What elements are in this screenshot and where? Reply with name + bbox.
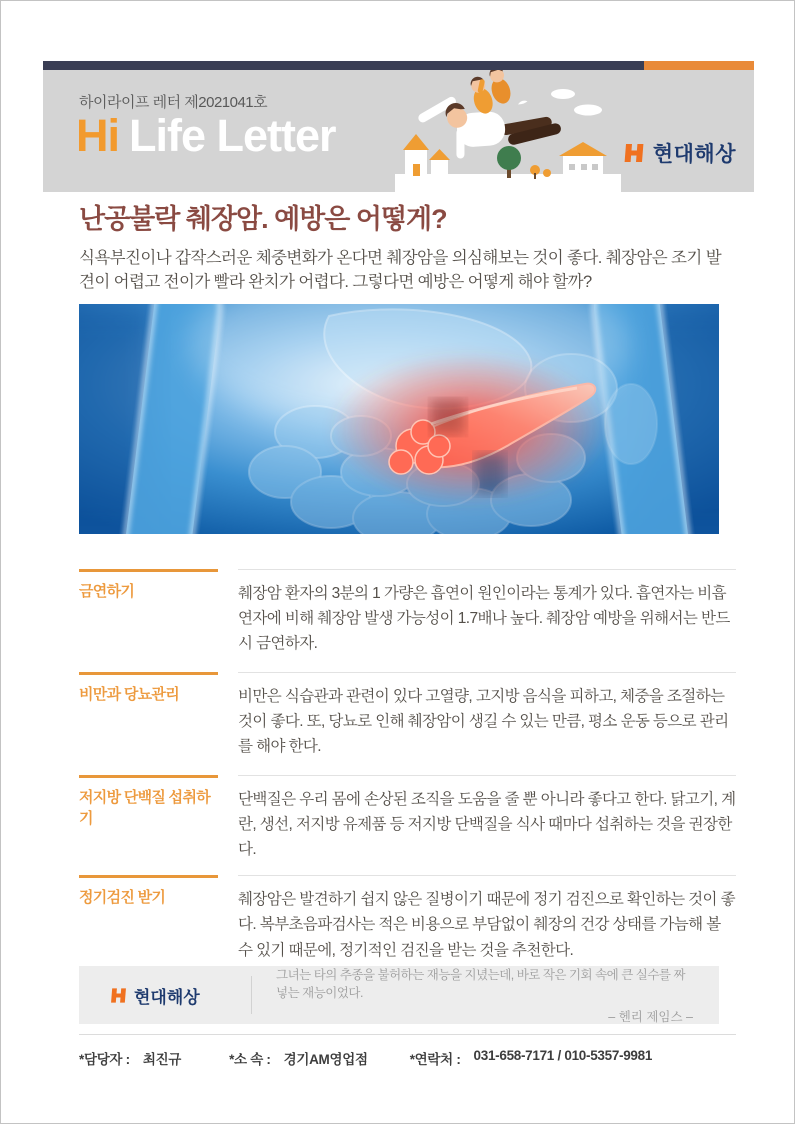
flying-family-illustration bbox=[395, 70, 621, 192]
footer-logo-text: 현대해상 bbox=[134, 987, 200, 1007]
section-obesity-diabetes bbox=[79, 672, 736, 762]
section-body-column bbox=[238, 775, 736, 862]
section-body: 췌장암은 발견하기 쉽지 않은 질병이기 때문에 정기 검진으로 확인하는 것이 좋다. 복부초음파검사는 적은 비용으로 부담없이 췌장의 건강 상태를 가늠해 볼 수 있기 때문에, 정기적인 검진을 받는 것을 추천한다. bbox=[238, 891, 736, 959]
section-label-column bbox=[79, 775, 218, 862]
section-label-column bbox=[79, 672, 218, 762]
footer-hyundai-logo bbox=[79, 983, 251, 1008]
section-regular-checkup bbox=[79, 875, 736, 965]
header-banner bbox=[43, 70, 754, 192]
article-header bbox=[79, 197, 736, 295]
section-lowfat-protein bbox=[79, 775, 736, 862]
footer-quote-box bbox=[79, 966, 719, 1024]
hyundai-h-mark-icon bbox=[622, 141, 646, 165]
quote-text: 그녀는 타의 추종을 불허하는 재능을 지녔는데, 바로 작은 기회 속에 큰 실수를 짜넣는 재능이었다. bbox=[276, 968, 686, 1000]
masthead bbox=[43, 61, 754, 192]
section-label: 비만과 당뇨관리 bbox=[79, 686, 179, 703]
phone-label: *연락처 : bbox=[409, 1052, 461, 1067]
abdomen-illustration bbox=[79, 304, 719, 534]
section-body-column bbox=[238, 569, 736, 659]
section-quit-smoking bbox=[79, 569, 736, 659]
section-body: 단백질은 우리 몸에 손상된 조직을 도움을 줄 뿐 아니라 좋다고 한다. 닭고기, 계란, 생선, 저지방 유제품 등 저지방 단백질을 식사 때마다 섭취하는 것을 권장한다. bbox=[238, 791, 736, 859]
manager-label: *담당자 : bbox=[79, 1052, 130, 1067]
section-label: 저지방 단백질 섭취하기 bbox=[79, 789, 211, 827]
issue-number: 하이라이프 레터 제2021041호 bbox=[79, 94, 268, 111]
newsletter-brand-title bbox=[76, 110, 336, 162]
section-label-column bbox=[79, 875, 218, 965]
quote-area bbox=[252, 965, 719, 1025]
branch-label: *소 속 : bbox=[229, 1052, 271, 1067]
brand-hi: Hi bbox=[76, 110, 119, 161]
contact-phone bbox=[410, 1048, 652, 1068]
section-label: 정기검진 받기 bbox=[79, 889, 166, 907]
contact-info-row bbox=[79, 1034, 736, 1068]
prevention-sections bbox=[79, 569, 736, 978]
contact-branch bbox=[229, 1048, 368, 1068]
section-body: 췌장암 환자의 3분의 1 가량은 흡연이 원인이라는 통계가 있다. 흡연자는 비흡연자에 비해 췌장암 발생 가능성이 1.7배나 높다. 췌장암 예방을 위해서는 반드시 금연하자. bbox=[238, 585, 730, 653]
section-body: 비만은 식습관과 관련이 있다 고열량, 고지방 음식을 피하고, 체중을 조절하는 것이 좋다. 또, 당뇨로 인해 췌장암이 생길 수 있는 만큼, 평소 운동 등으로 관리를 해야 한다. bbox=[238, 688, 729, 756]
brand-rest: Life Letter bbox=[129, 110, 336, 161]
article-title: 난공불락 췌장암. 예방은 어떻게? bbox=[79, 204, 447, 234]
top-accent-bar bbox=[43, 61, 754, 70]
section-body-column bbox=[238, 875, 736, 965]
hyundai-haesang-logo bbox=[622, 138, 736, 168]
quote-attribution: – 헨리 제임스 – bbox=[608, 1010, 693, 1024]
section-label-column bbox=[79, 569, 218, 659]
pancreas-hero-image bbox=[79, 304, 719, 534]
section-body-column bbox=[238, 672, 736, 762]
branch-value: 경기AM영업점 bbox=[283, 1052, 368, 1067]
manager-value: 최진규 bbox=[142, 1052, 182, 1067]
contact-manager bbox=[79, 1048, 181, 1068]
phone-value: 031-658-7171 / 010-5357-9981 bbox=[473, 1048, 653, 1063]
hyundai-h-mark-icon bbox=[109, 986, 128, 1005]
top-bar-navy-segment bbox=[43, 61, 644, 70]
hyundai-logo-text: 현대해상 bbox=[652, 143, 736, 166]
article-intro: 식욕부진이나 갑작스러운 체중변화가 온다면 췌장암을 의심해보는 것이 좋다. 췌장암은 조기 발견이 어렵고 전이가 빨라 완치가 어렵다. 그렇다면 예방은 어떻게 해야 할까? bbox=[79, 249, 722, 292]
section-label: 금연하기 bbox=[79, 583, 135, 600]
top-bar-orange-segment bbox=[644, 61, 754, 70]
